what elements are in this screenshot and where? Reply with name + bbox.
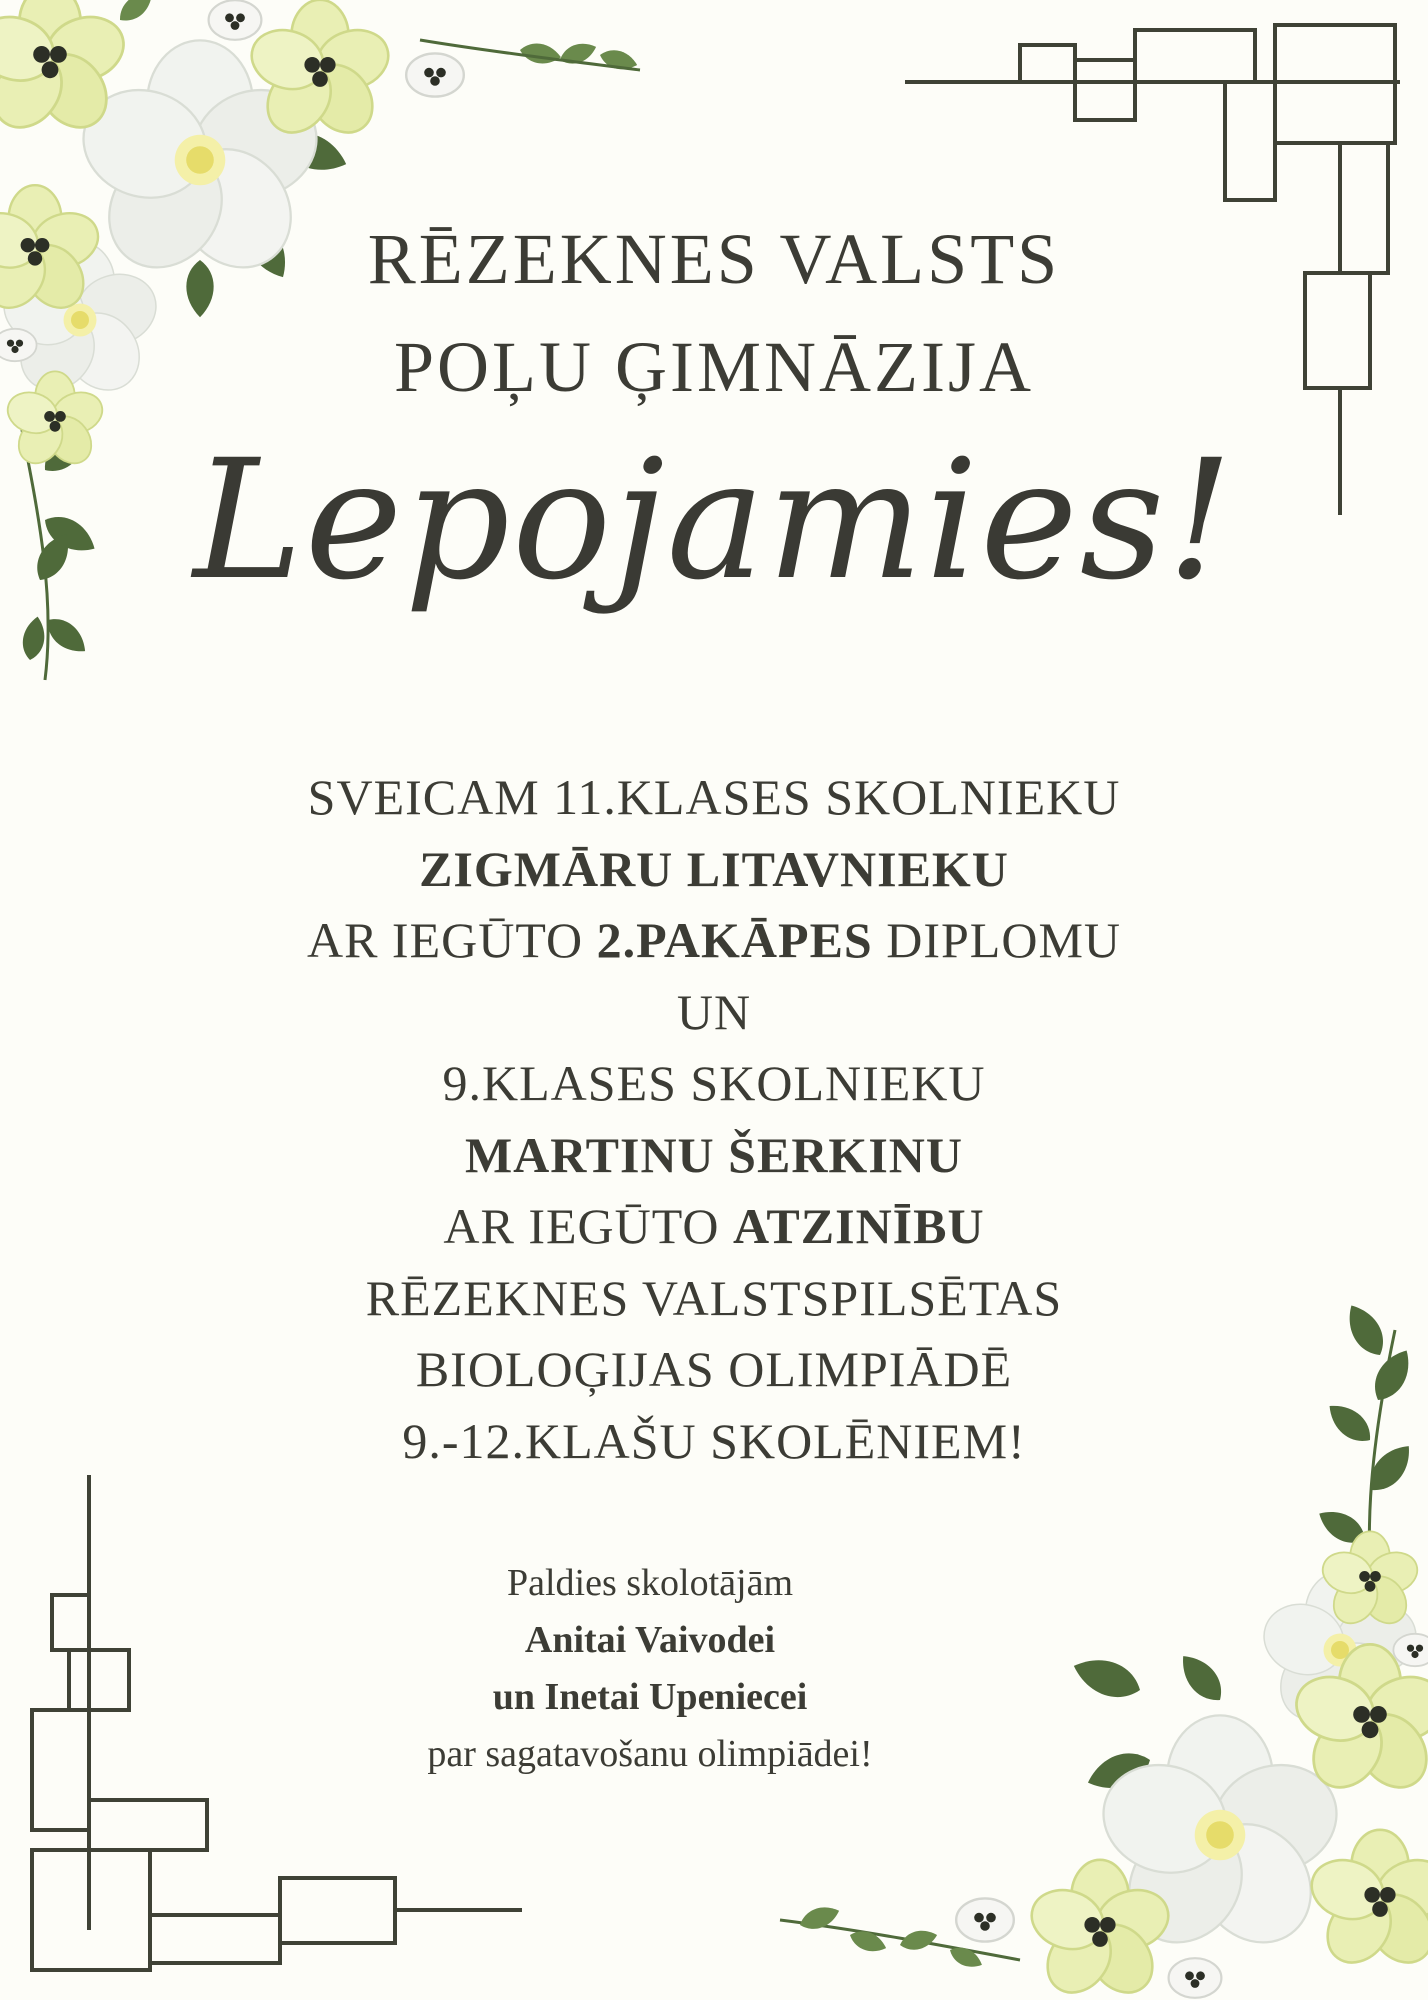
school-name xyxy=(0,205,1428,421)
student-name-1: ZIGMĀRU LITAVNIEKU xyxy=(419,840,1009,897)
thanks-block xyxy=(0,1555,1300,1783)
award-suffix-1: DIPLOMU xyxy=(872,912,1122,968)
award-prefix-2: AR IEGŪTO xyxy=(443,1198,734,1254)
teacher-name-2: un Inetai Upeniecei xyxy=(492,1676,808,1718)
announcement-conjunction: UN xyxy=(676,983,752,1040)
school-name-line1: RĒZEKNES VALSTS xyxy=(367,219,1061,299)
announcement-line-5: 9.KLASES SKOLNIEKU xyxy=(442,1055,986,1111)
teacher-name-1: Anitai Vaivodei xyxy=(524,1619,776,1661)
award-prefix-1: AR IEGŪTO xyxy=(306,912,597,968)
award-recognition: ATZINĪBU xyxy=(733,1198,985,1254)
thanks-line-1: Paldies skolotājām xyxy=(506,1562,794,1604)
student-name-2: MARTINU ŠERKINU xyxy=(464,1126,963,1183)
announcement-line-9: BIOLOĢIJAS OLIMPIĀDĒ xyxy=(415,1341,1013,1397)
announcement-line-1: SVEICAM 11.KLASES SKOLNIEKU xyxy=(307,769,1121,825)
announcement-line-3 xyxy=(0,905,1428,977)
announcement-line-8: RĒZEKNES VALSTSPILSĒTAS xyxy=(365,1269,1063,1326)
announcement-line-7 xyxy=(0,1191,1428,1263)
award-degree: 2.PAKĀPES xyxy=(596,912,873,968)
headline: Lepojamies! xyxy=(193,424,1235,616)
announcement xyxy=(0,762,1428,1477)
announcement-line-10: 9.-12.KLAŠU SKOLĒNIEM! xyxy=(402,1412,1026,1469)
school-name-line2: POĻU ĢIMNĀZIJA xyxy=(394,327,1034,407)
thanks-line-4: par sagatavošanu olimpiādei! xyxy=(427,1733,873,1775)
